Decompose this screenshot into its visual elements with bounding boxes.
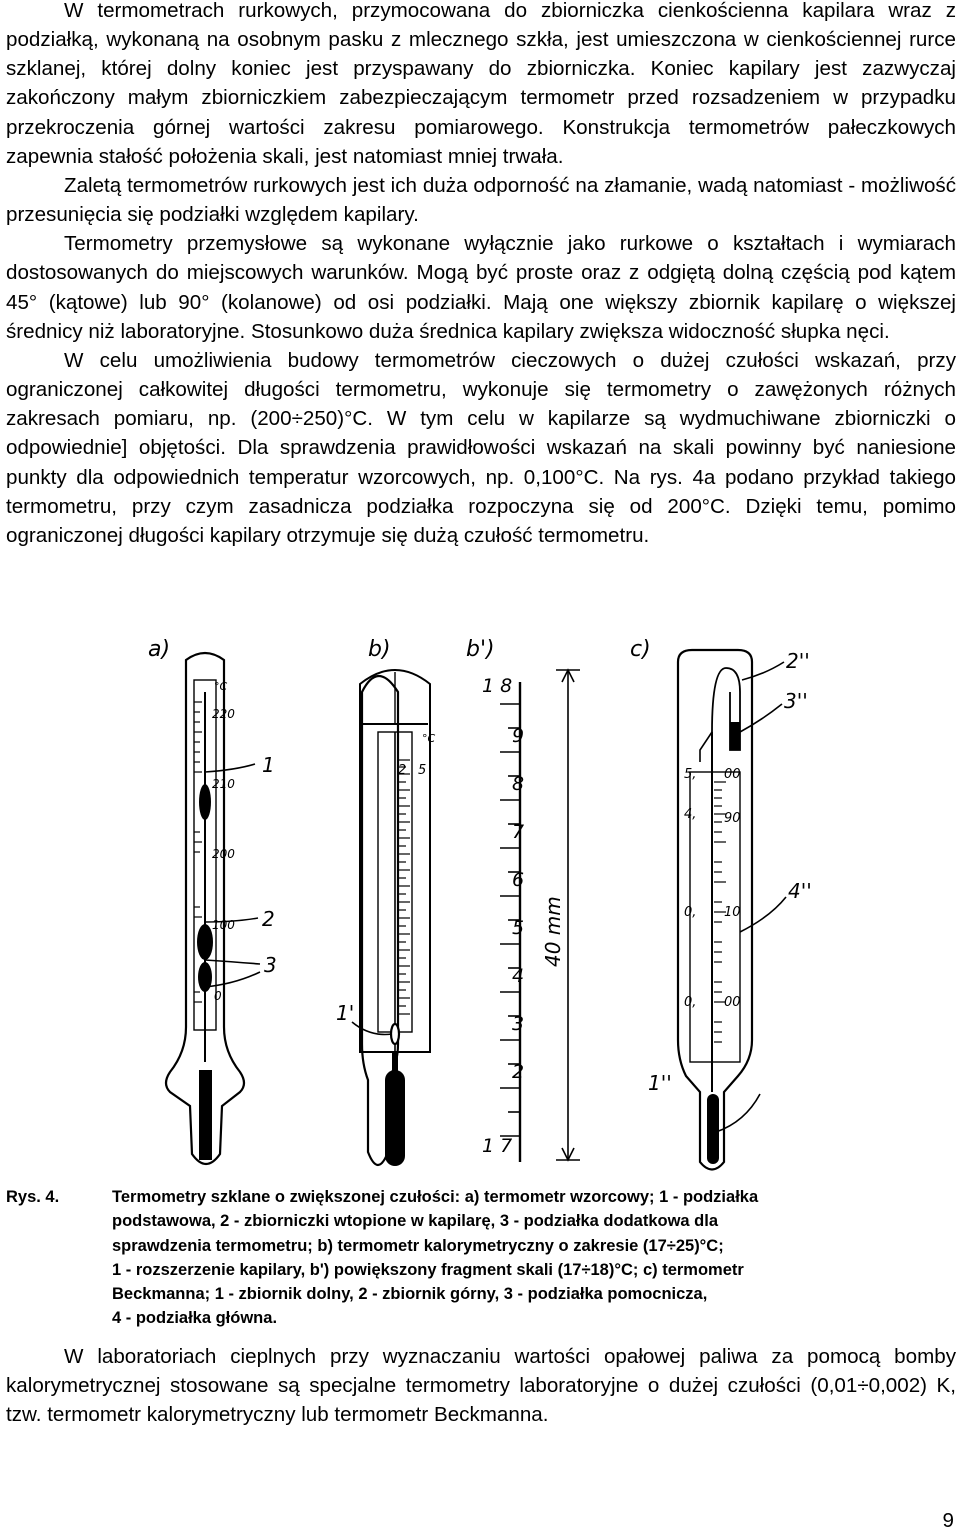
caption-line: 1 - rozszerzenie kapilary, b') powiększony fragment skali (17÷18)°C; c) termometr xyxy=(112,1260,744,1279)
c-left-label: 0, xyxy=(684,905,697,920)
paragraph: W celu umożliwienia budowy termometrów cieczowych o dużej czułości wskazań, przy ograniczonej całkowitej długości termometru, wykonuje się termometry o zawężonych różnych zakresach pomiaru, np. (200÷250)°C. W tym celu w kapilarze są wydmuchiwane zbiorniczki o odpowiednie] objętości. Dla sprawdzenia prawidłowości wskazań na skali powinny być naniesione punkty dla odpowiednich temperatur wzorcowych, np. 0,100°C. Na rys. 4a podano przykład takiego termometru, przy czym zasadnicza podziałka rozpoczyna się od 200°C. Dzięki temu, pomimo ograniczonej długości kapilary otrzymuje się dużą czułość termometru. xyxy=(6,348,956,547)
paragraph: W termometrach rurkowych, przymocowana do zbiorniczka cienkościenna kapilara wraz z podziałką, wykonaną na osobnym pasku z mlecznego szkła, jest umieszczona w cienkościennej rurce szklanej, której dolny koniec jest przyspawany do zbiorniczka. Koniec kapilary jest zazwyczaj zakończony małym zbiorniczkiem zabezpieczającym termometr przed rozsadzeniem w przypadku przekroczenia górnej wartości zakresu pomiarowego. Konstrukcja termometrów pałeczkowych zapewnia stałość położenia skali, jest natomiast mniej trwała. xyxy=(6,0,956,168)
bprime-tick-label: 7 xyxy=(512,821,525,843)
bprime-tick-label: 5 xyxy=(512,917,525,939)
thermometer-b xyxy=(352,670,430,1166)
dimension-label: 40 mm xyxy=(541,896,565,967)
c-callout: 1'' xyxy=(648,1071,672,1095)
intro-text xyxy=(6,0,956,550)
bprime-tick-label: 3 xyxy=(512,1013,525,1035)
bprime-tick-label: 1 7 xyxy=(482,1135,513,1157)
panel-label-c: c) xyxy=(630,637,651,662)
c-callout: 4'' xyxy=(788,879,812,903)
a-tick-label: 220 xyxy=(212,707,235,721)
bprime-tick-label: 1 8 xyxy=(482,675,513,697)
c-left-label: 5, xyxy=(684,767,697,782)
paragraph: Zaletą termometrów rurkowych jest ich duża odporność na złamanie, wadą natomiast - możliwość przesunięcia się podziałki względem kapilary. xyxy=(6,173,956,227)
a-unit-label: °C xyxy=(214,680,228,693)
a-callout: 1 xyxy=(262,753,275,777)
thermometer-figure xyxy=(0,632,960,1177)
caption-number: Rys. 4. xyxy=(6,1188,60,1206)
caption-line: Beckmanna; 1 - zbiornik dolny, 2 - zbiornik górny, 3 - podziałka pomocnicza, xyxy=(112,1285,708,1304)
a-callout: 3 xyxy=(264,953,277,977)
c-left-label: 4, xyxy=(684,807,697,822)
bprime-tick-label: 9 xyxy=(512,725,525,747)
panel-label-a: a) xyxy=(148,637,171,662)
paragraph: W laboratoriach cieplnych przy wyznaczaniu wartości opałowej paliwa za pomocą bomby kalorymetrycznej stosowane są specjalne termometry laboratoryjne o dużej czułości (0,01÷0,002) K, tzw. termometr kalorymetryczny lub termometr Beckmanna. xyxy=(6,1345,956,1427)
b-unit-label: °C xyxy=(422,732,436,745)
c-right-label: 00 xyxy=(724,995,741,1010)
a-callout: 2 xyxy=(262,907,275,931)
c-left-label: 0, xyxy=(684,995,697,1010)
a-tick-label: 100 xyxy=(212,918,235,932)
b-ticks xyxy=(398,760,410,1014)
b-callout: 1' xyxy=(336,1001,355,1025)
caption-line: podstawowa, 2 - zbiorniczki wtopione w kapilarę, 3 - podziałka dodatkowa dla xyxy=(112,1212,719,1231)
b-tick-label: 5 xyxy=(418,763,427,778)
a-tick-label: 200 xyxy=(212,847,235,861)
page-number: 9 xyxy=(942,1509,954,1532)
bprime-tick-label: 6 xyxy=(512,869,525,891)
a-tick-label: 210 xyxy=(212,777,235,791)
thermometer-a xyxy=(164,652,260,1165)
c-right-label: 90 xyxy=(724,811,741,826)
caption-line: sprawdzenia termometru; b) termometr kalorymetryczny o zakresie (17÷25)°C; xyxy=(112,1236,724,1255)
paragraph: Termometry przemysłowe są wykonane wyłącznie jako rurkowe o kształtach i wymiarach dostosowanych do miejscowych warunków. Mogą być proste oraz z odgiętą dolną częścią pod kątem 45° (kątowe) lub 90° (kolanowe) od osi podziałki. Mają one większy zbiornik kapilarę o większej średnicy niż laboratoryjne. Stosunkowo duża średnica kapilary zwiększa widoczność słupka nęci. xyxy=(6,232,956,343)
caption-text xyxy=(112,1185,952,1331)
a-tick-label: 0 xyxy=(214,989,222,1003)
c-right-label: 00 xyxy=(724,767,741,782)
caption-line: Termometry szklane o zwiększonej czułości: a) termometr wzorcowy; 1 - podziałka xyxy=(112,1188,759,1206)
bprime-tick-label: 2 xyxy=(512,1061,525,1083)
caption-line: 4 - podziałka główna. xyxy=(112,1309,278,1328)
panel-label-b: b) xyxy=(368,637,391,662)
c-right-label: 10 xyxy=(724,905,741,920)
panel-label-bprime: b') xyxy=(466,637,495,662)
b-tick-label: 2 xyxy=(398,763,407,778)
c-callout: 3'' xyxy=(784,689,808,713)
closing-text xyxy=(6,1342,956,1429)
bprime-tick-label: 8 xyxy=(512,773,525,795)
bprime-tick-label: 4 xyxy=(512,965,525,987)
c-callout: 2'' xyxy=(786,649,810,673)
